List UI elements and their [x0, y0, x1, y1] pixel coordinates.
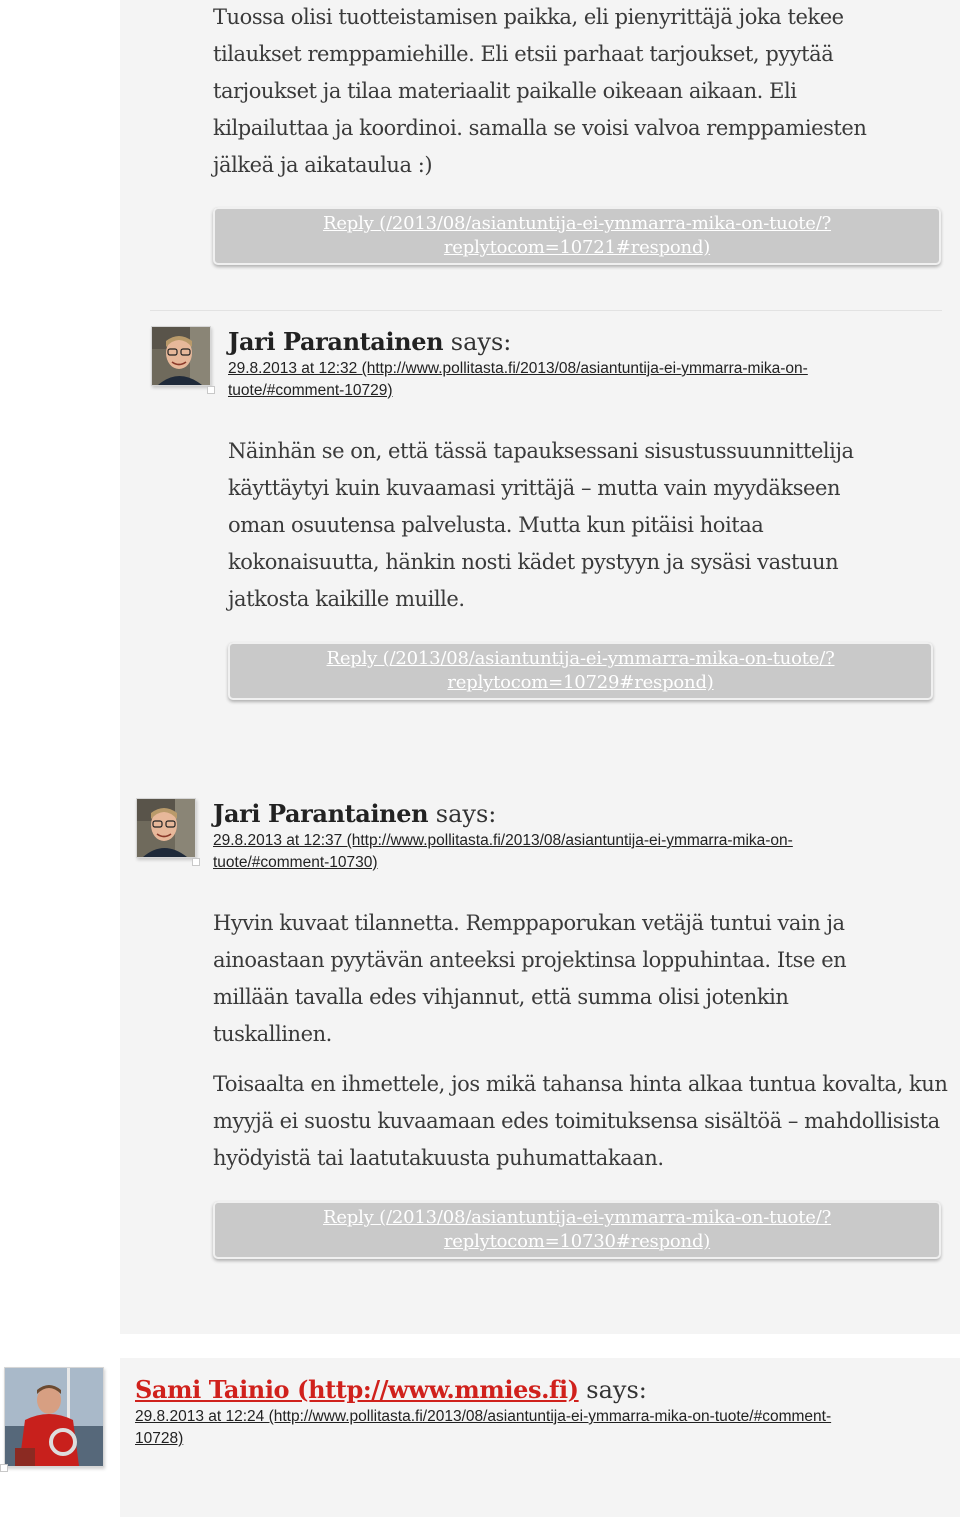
- says-label: says:: [586, 1376, 647, 1404]
- comment-date-link[interactable]: 29.8.2013 at 12:24 (http://www.pollitasta.fi/2013/08/asiantuntija-ei-ymmarra-mika-on-tuote/#comment- 10728): [135, 1408, 832, 1447]
- comment-date-link[interactable]: 29.8.2013 at 12:32 (http://www.pollitasta.fi/2013/08/asiantuntija-ei-ymmarra-mika-on- tuote/#comment-10729): [228, 360, 808, 399]
- comment-paragraph: Tuossa olisi tuotteistamisen paikka, eli pienyrittäjä joka tekee tilaukset remppamiehille. Eli etsii parhaat tarjoukset, pyytää tarjoukset ja tilaa materiaalit paikalle oikeaan aikaan. Eli kilpailuttaa ja koordinoi. samalla se voisi valvoa remppamiesten jälkeä ja aikataulua :): [213, 5, 867, 177]
- reply-button-10721[interactable]: [213, 207, 941, 265]
- comment-author: Jari Parantainen: [213, 799, 429, 828]
- avatar-corner-mark: [192, 858, 200, 866]
- comment-author-line: [228, 327, 511, 357]
- comment-permalink: [228, 358, 928, 402]
- avatar-corner-mark: [0, 1464, 8, 1472]
- reply-link[interactable]: Reply (/2013/08/asiantuntija-ei-ymmarra-mika-on-tuote/? replytocom=10729#respond): [326, 648, 835, 693]
- says-label: says:: [435, 800, 497, 828]
- comment-paragraph: Toisaalta en ihmettele, jos mikä tahansa hinta alkaa tuntua kovalta, kun myyjä ei suostu kuvaamaan edes toimituksensa sisältöä – mahdollisista hyödyistä tai laatutakuusta puhumattakaan.: [213, 1072, 948, 1170]
- avatar-corner-mark: [207, 386, 215, 394]
- avatar-jari-parantainen[interactable]: [151, 326, 211, 386]
- reply-button-10730[interactable]: [213, 1201, 941, 1259]
- avatar-photo: [5, 1368, 103, 1466]
- comment-date-link[interactable]: 29.8.2013 at 12:37 (http://www.pollitasta.fi/2013/08/asiantuntija-ei-ymmarra-mika-on- tuote/#comment-10730): [213, 832, 793, 871]
- comment-paragraph: Näinhän se on, että tässä tapauksessani sisustussuunnittelija käyttäytyi kuin kuvaamasi yrittäjä – mutta vain myydäkseen oman osuutensa palvelusta. Mutta kun pitäisi hoitaa kokonaisuutta, hänkin nosti kädet pystyyn ja sysäsi vastuun jatkosta kaikille muille.: [228, 439, 854, 611]
- avatar-jari-parantainen[interactable]: [136, 798, 196, 858]
- comment-body-top: [213, 0, 913, 184]
- comment-body-10730: [213, 905, 948, 1177]
- avatar-sami-tainio[interactable]: [4, 1367, 104, 1467]
- comment-permalink: [135, 1406, 925, 1450]
- avatar-photo: [137, 799, 195, 857]
- comment-divider: [150, 310, 942, 311]
- comment-body-10729: [228, 433, 893, 618]
- says-label: says:: [450, 328, 512, 356]
- comment-author-line: [135, 1375, 647, 1405]
- comment-author: Jari Parantainen: [228, 327, 444, 356]
- comment-author-link[interactable]: Sami Tainio (http://www.mmies.fi): [135, 1375, 579, 1404]
- comment-permalink: [213, 830, 913, 874]
- comment-author-line: [213, 799, 496, 829]
- reply-button-10729[interactable]: [228, 642, 933, 700]
- avatar-photo: [152, 327, 210, 385]
- comment-paragraph: Hyvin kuvaat tilannetta. Remppaporukan vetäjä tuntui vain ja ainoastaan pyytävän anteeksi projektinsa loppuhintaa. Itse en millään tavalla edes vihjannut, että summa olisi jotenkin tuskallinen.: [213, 911, 847, 1046]
- reply-link[interactable]: Reply (/2013/08/asiantuntija-ei-ymmarra-mika-on-tuote/? replytocom=10730#respond): [322, 1207, 832, 1252]
- reply-link[interactable]: Reply (/2013/08/asiantuntija-ei-ymmarra-mika-on-tuote/? replytocom=10721#respond): [322, 213, 832, 258]
